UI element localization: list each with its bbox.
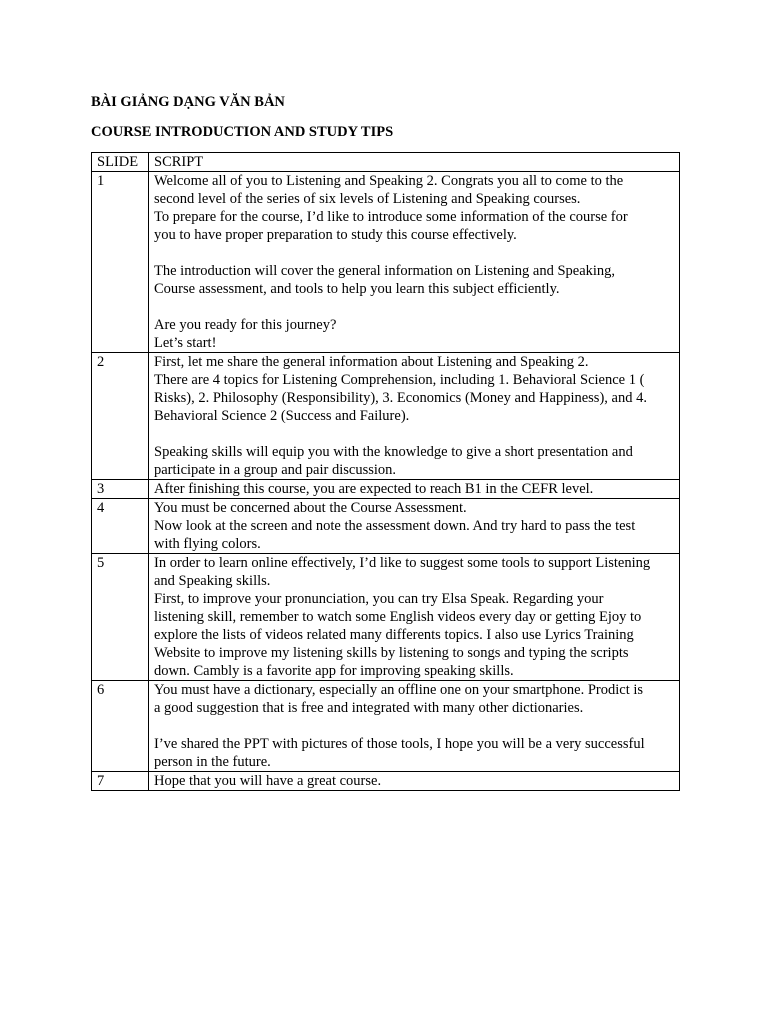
document-subtitle: COURSE INTRODUCTION AND STUDY TIPS bbox=[91, 124, 394, 140]
paragraph-gap bbox=[154, 425, 679, 443]
table-row bbox=[92, 353, 680, 480]
slide-column-header: SLIDE bbox=[92, 153, 149, 172]
slide-number-cell: 3 bbox=[92, 480, 149, 499]
script-paragraph: Welcome all of you to Listening and Speaking 2. Congrats you all to come to the second level of the series of six levels of Listening and Speaking courses. To prepare for the course, I’d like to introduce some information of the course for you to have proper preparation to study this course effectively. bbox=[154, 173, 628, 243]
script-paragraph: After finishing this course, you are expected to reach B1 in the CEFR level. bbox=[154, 481, 594, 497]
slide-number-cell: 1 bbox=[92, 172, 149, 353]
script-paragraph: The introduction will cover the general information on Listening and Speaking, Course assessment, and tools to help you learn this subject efficiently. bbox=[154, 263, 616, 297]
table-body bbox=[92, 172, 680, 791]
script-paragraph: You must have a dictionary, especially an offline one on your smartphone. Prodict is a good suggestion that is free and integrated with many other dictionaries. bbox=[154, 682, 644, 716]
script-table bbox=[91, 152, 680, 791]
slide-number-cell: 7 bbox=[92, 772, 149, 791]
table-row bbox=[92, 480, 680, 499]
script-paragraph: You must be concerned about the Course Assessment. Now look at the screen and note the assessment down. And try hard to pass the test with flying colors. bbox=[154, 500, 636, 552]
script-cell bbox=[149, 353, 680, 480]
script-paragraph: Are you ready for this journey? Let’s start! bbox=[154, 317, 337, 351]
slide-number-cell: 5 bbox=[92, 554, 149, 681]
table-row bbox=[92, 554, 680, 681]
slide-number-cell: 2 bbox=[92, 353, 149, 480]
script-paragraph: Speaking skills will equip you with the knowledge to give a short presentation and participate in a group and pair discussion. bbox=[154, 444, 633, 478]
script-cell bbox=[149, 172, 680, 353]
slide-number-cell: 4 bbox=[92, 499, 149, 554]
script-cell bbox=[149, 554, 680, 681]
paragraph-gap bbox=[154, 717, 679, 735]
script-paragraph: In order to learn online effectively, I’d like to suggest some tools to support Listening and Speaking skills. First, to improve your pronunciation, you can try Elsa Speak. Regarding your listening skill, remember to watch some English videos every day or getting Ejoy to explore the lists of videos related many differents topics. I also use Lyrics Training Website to improve my listening skills by listening to songs and typing the scripts down. Cambly is a favorite app for improving speaking skills. bbox=[154, 555, 651, 679]
table-row bbox=[92, 499, 680, 554]
script-cell bbox=[149, 772, 680, 791]
table-row bbox=[92, 772, 680, 791]
script-column-header: SCRIPT bbox=[149, 153, 680, 172]
script-cell bbox=[149, 480, 680, 499]
table-row bbox=[92, 681, 680, 772]
script-cell bbox=[149, 681, 680, 772]
script-paragraph: First, let me share the general information about Listening and Speaking 2. There are 4 topics for Listening Comprehension, including 1. Behavioral Science 1 ( Risks), 2. Philosophy (Responsibility), 3. Economics (Money and Happiness), and 4. Behavioral Science 2 (Success and Failure). bbox=[154, 354, 647, 424]
paragraph-gap bbox=[154, 244, 679, 262]
script-paragraph: I’ve shared the PPT with pictures of those tools, I hope you will be a very successful person in the future. bbox=[154, 736, 645, 770]
table-row bbox=[92, 172, 680, 353]
table-header-row bbox=[92, 153, 680, 172]
document-title: BÀI GIẢNG DẠNG VĂN BẢN bbox=[91, 94, 285, 110]
script-cell bbox=[149, 499, 680, 554]
script-paragraph: Hope that you will have a great course. bbox=[154, 773, 382, 789]
slide-number-cell: 6 bbox=[92, 681, 149, 772]
paragraph-gap bbox=[154, 298, 679, 316]
